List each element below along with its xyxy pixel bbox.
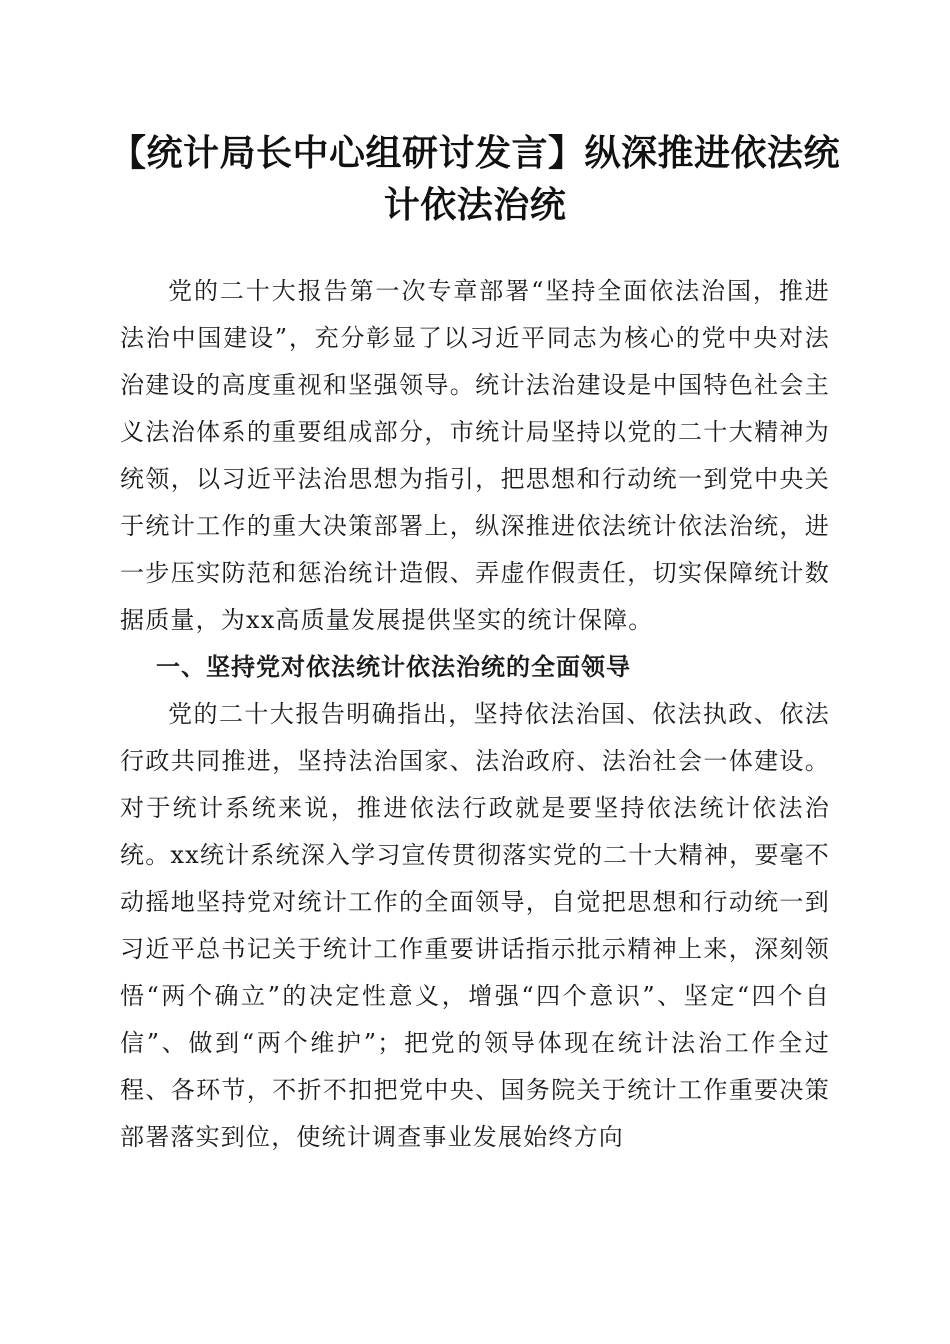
intro-paragraph: 党的二十大报告第一次专章部署“坚持全面依法治国，推进法治中国建设”，充分彰显了以习近平同志为核心的党中央对法治建设的高度重视和坚强领导。统计法治建设是中国特色社会主义法治体系的重要组成部分，市统计局坚持以党的二十大精神为统领，以习近平法治思想为指引，把思想和行动统一到党中央关于统计工作的重大决策部署上，纵深推进依法统计依法治统，进一步压实防范和惩治统计造假、弄虚作假责任，切实保障统计数据质量，为xx高质量发展提供坚实的统计保障。 bbox=[120, 277, 830, 634]
section-paragraph: 党的二十大报告明确指出，坚持依法治国、依法执政、依法行政共同推进，坚持法治国家、法治政府、法治社会一体建设。对于统计系统来说，推进依法行政就是要坚持依法统计依法治统。xx统计系统深入学习宣传贯彻落实党的二十大精神，要毫不动摇地坚持党对统计工作的全面领导，自觉把思想和行动统一到习近平总书记关于统计工作重要讲话指示批示精神上来，深刻领悟“两个确立”的决定性意义，增强“四个意识”、坚定“四个自信”、做到“两个维护”；把党的领导体现在统计法治工作全过程、各环节，不折不扣把党中央、国务院关于统计工作重要决策部署落实到位，使统计调查事业发展始终方向 bbox=[120, 700, 830, 1151]
section-heading: 一、坚持党对依法统计依法治统的全面领导 bbox=[156, 653, 631, 681]
document-body bbox=[120, 268, 830, 1161]
document-title: 【统计局长中心组研讨发言】纵深推进依法统计依法治统 bbox=[109, 133, 840, 226]
